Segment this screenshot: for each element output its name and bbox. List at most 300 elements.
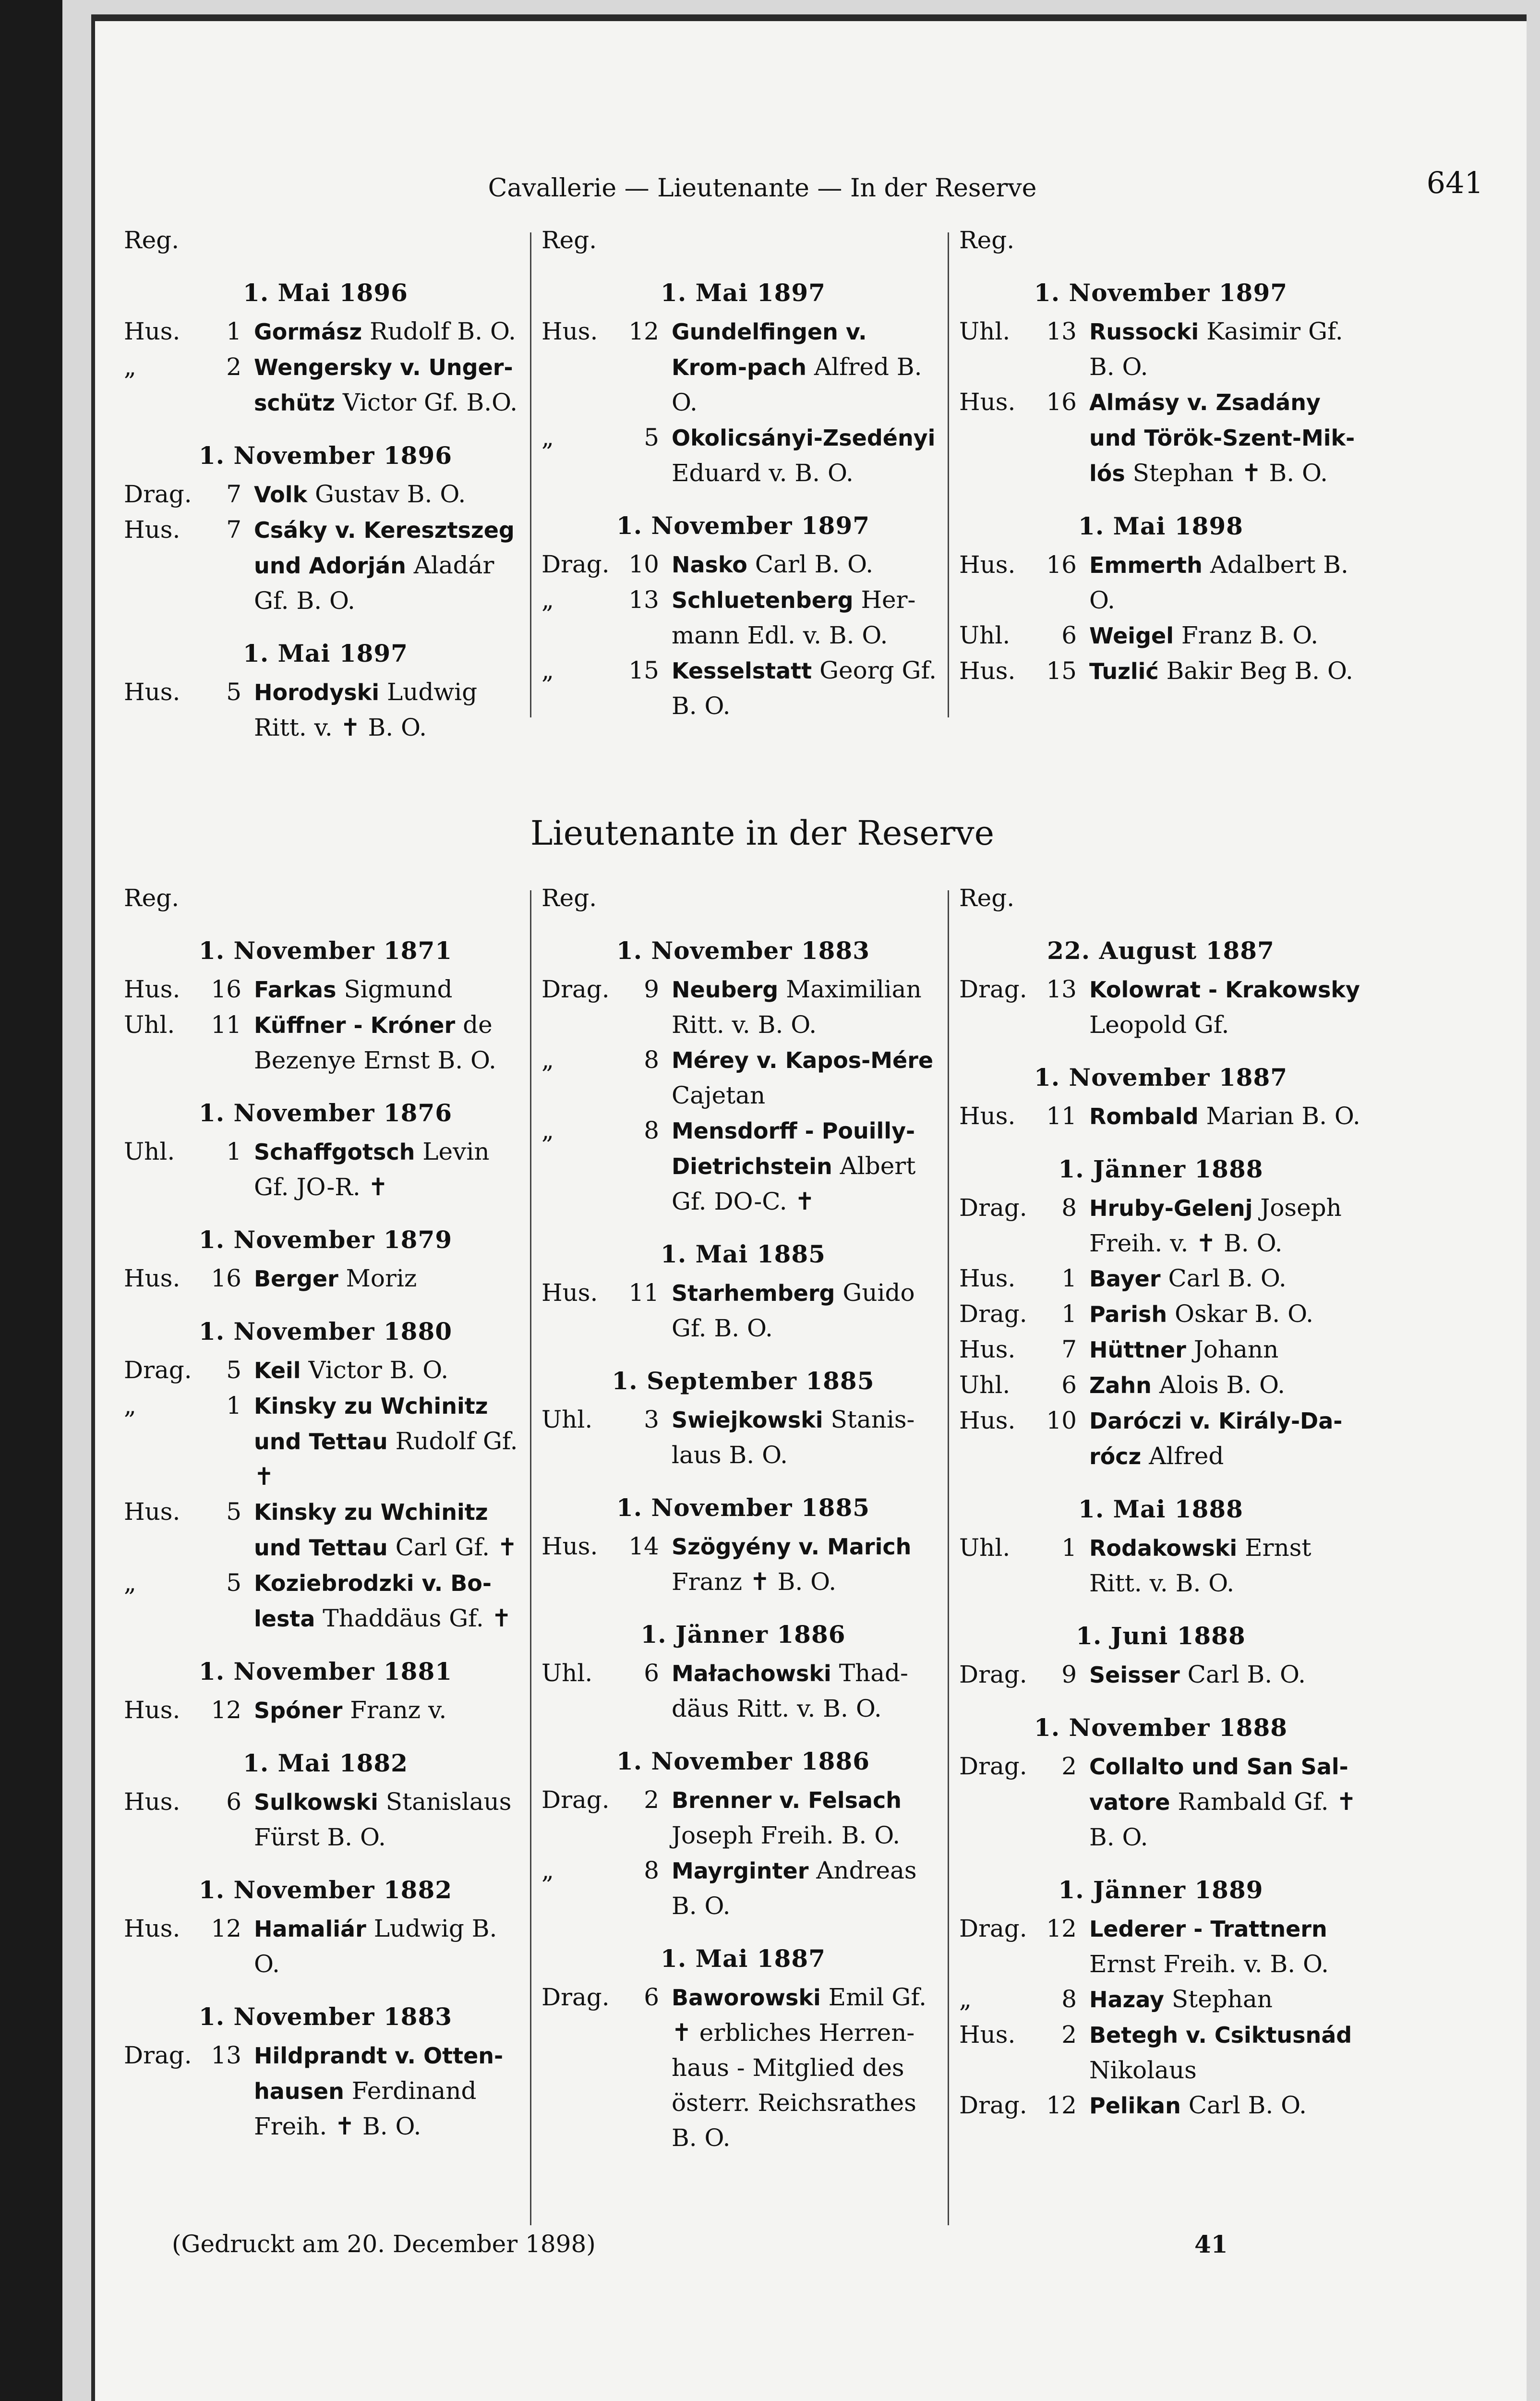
regiment-number: 1 [1061,1264,1077,1292]
regiment-number: 2 [1061,2021,1077,2049]
promotion-date-heading: 1. November 1871 [198,936,453,965]
officer-entry [541,582,945,653]
officer-text [254,2038,527,2144]
officer-entry [541,1275,945,1346]
officer-surname: Baworowski [672,1985,821,2011]
officer-surname: Szögyény v. Marich [672,1534,912,1560]
regiment-type: Uhl. [541,1659,593,1687]
regiment-type: Drag. [959,1194,1027,1222]
regiment-type: Hus. [541,1279,598,1307]
regiment-number: 5 [226,1498,241,1526]
officer-text [254,314,527,350]
officer-details: Carl B. O. [755,550,874,578]
officer-surname: Kolowrat - Krakowsky [1089,977,1360,1003]
officer-surname: Seisser [1089,1662,1180,1688]
officer-entry [959,1982,1362,2017]
top-column-3 [959,223,1362,689]
officer-text [672,314,945,420]
officer-text [672,653,945,724]
regiment-type: Drag. [959,1915,1027,1942]
officer-details: Eduard v. B. O. [672,459,854,487]
officer-details: Franz ✝ B. O. [672,1568,837,1596]
officer-text [254,1261,527,1297]
officer-details: Ludwig B. O. [254,1915,497,1978]
officer-entry [959,1261,1362,1297]
officer-text [672,1402,945,1473]
officer-entry [959,547,1362,618]
promotion-date-heading: 1. November 1896 [198,441,453,470]
regiment-type: Hus. [124,975,180,1003]
officer-text [672,1656,945,1726]
officer-surname: Starhemberg [672,1280,835,1306]
officer-text [1089,654,1362,689]
officer-details: Franz v. [350,1696,447,1724]
officer-entry [541,547,945,582]
officer-surname: Bayer [1089,1266,1161,1292]
officer-surname: Hildprandt v. Otten-hausen [254,2043,504,2104]
officer-surname: Rombald [1089,1103,1199,1129]
regiment-number: 5 [226,1569,241,1597]
officer-details: Johann [1193,1335,1279,1363]
officer-entry [959,2017,1362,2088]
regiment-type: Drag. [541,975,610,1003]
regiment-number: 5 [644,424,659,451]
officer-text [672,1853,945,1924]
regiment-number: 13 [211,2041,241,2069]
officer-text [1089,2017,1362,2088]
promotion-date-heading: 1. Mai 1888 [1078,1495,1243,1523]
officer-details: Guido Gf. B. O. [672,1279,915,1342]
regiment-number: 12 [628,317,659,345]
officer-details: Nikolaus [1089,2056,1197,2084]
officer-surname: Daróczi v. Király-Da-rócz [1089,1408,1343,1469]
officer-entry [959,1297,1362,1332]
regiment-type: „ [541,586,554,614]
officer-text [672,420,945,491]
officer-details: Kasimir Gf. B. O. [1089,317,1343,381]
regiment-type: Drag. [541,1983,610,2011]
officer-entry [959,1332,1362,1368]
officer-entry [959,972,1362,1043]
officer-text [254,1911,527,1982]
officer-text [254,1007,527,1078]
officer-text [254,1494,527,1565]
officer-surname: Kesselstatt [672,658,812,684]
officer-text [254,1565,527,1637]
officer-text [1089,1332,1362,1368]
officer-surname: Farkas [254,977,337,1003]
officer-surname: Betegh v. Csiktusnád [1089,2022,1352,2048]
officer-surname: Mérey v. Kapos-Mére [672,1047,934,1073]
promotion-date-heading: 1. Mai 1885 [661,1240,826,1268]
officer-entry [959,1403,1362,1474]
officer-details: Stanis-laus B. O. [672,1406,915,1469]
regiment-number: 6 [1061,621,1077,649]
officer-details: Carl B. O. [1188,2091,1307,2119]
officer-details: Aladár Gf. B. O. [254,551,494,615]
promotion-date-heading: 1. Jänner 1889 [1058,1876,1263,1904]
officer-entry [124,972,527,1007]
officer-surname: Sulkowski [254,1789,378,1815]
bottom-column-2 [541,881,945,2156]
officer-details: Rudolf Gf. ✝ [254,1427,518,1491]
officer-details: Joseph Freih. B. O. [672,1821,901,1849]
officer-text [672,1783,945,1853]
regiment-number: 15 [1046,657,1077,685]
officer-details: Ernst Freih. v. B. O. [1089,1950,1329,1978]
regiment-number: 11 [1046,1102,1077,1130]
promotion-date-heading: 1. Mai 1898 [1078,512,1243,540]
regiment-type: Drag. [541,1786,610,1814]
regiment-number: 10 [1046,1407,1077,1434]
officer-surname: Horodyski [254,679,380,705]
officer-entry [959,2088,1362,2123]
regiment-type: Hus. [124,1498,180,1526]
regiment-type: Hus. [959,2021,1016,2049]
reg-label: Reg. [959,884,1015,912]
officer-text [672,1275,945,1346]
regiment-number: 2 [644,1786,659,1814]
regiment-type: Hus. [959,388,1016,416]
officer-details: Stephan ✝ B. O. [1132,459,1328,487]
regiment-number: 8 [644,1116,659,1144]
regiment-number: 11 [211,1011,241,1039]
officer-entry [124,1784,527,1855]
officer-entry [959,654,1362,689]
regiment-type: Hus. [959,657,1016,685]
regiment-type: Hus. [124,317,180,345]
officer-text [1089,1982,1362,2017]
regiment-number: 6 [644,1659,659,1687]
promotion-date-heading: 1. November 1883 [616,936,870,965]
officer-details: Georg Gf. B. O. [672,656,937,720]
top-column-2 [541,223,945,724]
officer-surname: Zahn [1089,1372,1152,1398]
officer-details: Thad-däus Ritt. v. B. O. [672,1659,908,1722]
column-divider [530,890,531,2225]
officer-entry [124,1494,527,1565]
regiment-number: 13 [628,586,659,614]
regiment-type: Uhl. [124,1011,175,1039]
regiment-type: Hus. [541,1532,598,1560]
regiment-number: 12 [1046,2091,1077,2119]
officer-surname: Nasko [672,552,747,578]
officer-surname: Kinsky zu Wchinitz und Tettau [254,1393,488,1455]
regiment-type: Hus. [959,1264,1016,1292]
officer-text [1089,1403,1362,1474]
officer-entry [124,1911,527,1982]
officer-entry [124,1007,527,1078]
promotion-date-heading: 1. November 1886 [616,1747,870,1775]
officer-text [1089,1099,1362,1134]
regiment-type: Drag. [124,480,192,508]
print-date-note: (Gedruckt am 20. December 1898) [172,2230,596,2258]
officer-details: Thaddäus Gf. ✝ [323,1604,512,1632]
bottom-column-1 [124,881,527,2144]
reg-label: Reg. [124,884,180,912]
officer-entry [959,1368,1362,1403]
officer-text [672,972,945,1043]
regiment-type: „ [541,656,554,684]
officer-text [254,1693,527,1728]
regiment-number: 12 [211,1915,241,1942]
promotion-date-heading: 1. November 1887 [1034,1063,1288,1091]
regiment-number: 9 [1061,1661,1077,1688]
officer-surname: Küffner - Króner [254,1012,456,1038]
officer-details: Alfred [1149,1442,1224,1470]
regiment-number: 1 [226,317,241,345]
regiment-type: Drag. [959,2091,1027,2119]
regiment-type: Hus. [959,1335,1016,1363]
reg-label: Reg. [959,226,1015,254]
officer-text [254,1784,527,1855]
officer-entry [541,1656,945,1726]
regiment-type: Hus. [959,1102,1016,1130]
regiment-type: Drag. [541,550,610,578]
promotion-date-heading: 1. November 1888 [1034,1713,1288,1742]
officer-details: Carl B. O. [1168,1264,1287,1292]
officer-details: Ernst Ritt. v. B. O. [1089,1534,1311,1597]
officer-text [254,972,527,1007]
officer-entry [959,1657,1362,1693]
officer-details: Oskar B. O. [1175,1300,1314,1328]
promotion-date-heading: 1. Mai 1887 [661,1944,826,1973]
regiment-number: 15 [628,656,659,684]
officer-entry [959,1099,1362,1134]
regiment-number: 13 [1046,975,1077,1003]
regiment-type: Uhl. [959,1371,1011,1399]
officer-text [1089,618,1362,654]
officer-surname: Pelikan [1089,2093,1181,2119]
regiment-number: 7 [1061,1335,1077,1363]
running-head: Cavallerie — Lieutenante — In der Reserve [488,174,1037,203]
officer-surname: Brenner v. Felsach [672,1787,902,1813]
regiment-type: Hus. [124,1696,180,1724]
regiment-type: „ [541,424,554,451]
officer-text [672,1980,945,2156]
regiment-type: Hus. [959,1407,1016,1434]
reg-label: Reg. [124,226,180,254]
officer-details: Ferdinand Freih. ✝ B. O. [254,2077,477,2140]
officer-details: Alois B. O. [1159,1371,1286,1399]
regiment-type: Drag. [124,1356,192,1384]
officer-entry [541,1043,945,1113]
officer-details: Gustav B. O. [314,480,466,508]
officer-details: Alfred B. O. [672,353,922,416]
officer-surname: Mensdorff - Pouilly-Dietrichstein [672,1118,915,1179]
promotion-date-heading: 1. November 1881 [198,1657,453,1686]
officer-text [1089,1297,1362,1332]
officer-surname: Tuzlić [1089,658,1159,684]
officer-entry [541,1783,945,1853]
officer-text [672,582,945,653]
officer-surname: Hruby-Gelenj [1089,1195,1253,1221]
regiment-number: 16 [211,975,241,1003]
regiment-number: 2 [1061,1752,1077,1780]
officer-surname: Małachowski [672,1661,831,1686]
officer-details: Stephan [1171,1985,1273,2013]
officer-details: Moriz [346,1264,417,1292]
officer-entry [959,618,1362,654]
page-number: 641 [1426,165,1483,200]
officer-text [672,1043,945,1113]
reg-label: Reg. [541,226,597,254]
officer-surname: Lederer - Trattnern [1089,1916,1327,1942]
regiment-number: 6 [1061,1371,1077,1399]
officer-entry [959,1530,1362,1601]
officer-details: de Bezenye Ernst B. O. [254,1011,496,1074]
regiment-type: „ [541,1116,554,1144]
promotion-date-heading: 1. Mai 1897 [243,639,408,667]
officer-details: Levin Gf. JO-R. ✝ [254,1138,490,1201]
column-divider [948,232,949,717]
regiment-number: 5 [226,1356,241,1384]
top-column-1 [124,223,527,745]
officer-text [672,1113,945,1219]
officer-text [1089,1530,1362,1601]
officer-text [254,350,527,421]
officer-details: Adalbert B. O. [1089,551,1348,614]
officer-details: Maximilian Ritt. v. B. O. [672,975,922,1039]
officer-surname: Csáky v. Keresztszeg und Adorján [254,517,515,579]
officer-details: Albert Gf. DO-C. ✝ [672,1152,916,1215]
regiment-number: 6 [644,1983,659,2011]
officer-surname: Schaffgotsch [254,1139,415,1165]
officer-surname: Rodakowski [1089,1535,1238,1561]
book-page [91,14,1527,2401]
regiment-type: Uhl. [124,1138,175,1165]
regiment-type: Drag. [124,2041,192,2069]
promotion-date-heading: 1. Mai 1882 [243,1749,408,1777]
regiment-number: 9 [644,975,659,1003]
regiment-type: „ [541,1046,554,1074]
signature-mark: 41 [1194,2230,1228,2258]
officer-entry [124,675,527,745]
officer-details: Franz B. O. [1181,621,1319,649]
regiment-number: 3 [644,1406,659,1433]
officer-surname: Hamaliár [254,1916,366,1942]
officer-details: Joseph Freih. v. ✝ B. O. [1089,1194,1342,1257]
regiment-number: 2 [226,353,241,381]
regiment-type: Hus. [541,317,598,345]
officer-entry [541,314,945,420]
regiment-type: Hus. [124,1264,180,1292]
officer-text [1089,972,1362,1043]
officer-surname: Neuberg [672,977,779,1003]
promotion-date-heading: 1. November 1880 [198,1317,453,1346]
officer-surname: Russocki [1089,319,1199,345]
officer-entry [959,1190,1362,1261]
officer-entry [541,653,945,724]
regiment-type: Uhl. [959,1534,1011,1562]
officer-surname: Gundelfingen v. Krom-pach [672,319,867,380]
officer-entry [541,972,945,1043]
regiment-number: 11 [628,1279,659,1307]
promotion-date-heading: 1. November 1882 [198,1876,453,1904]
regiment-number: 8 [644,1856,659,1884]
scan-dark-edge [0,0,62,2401]
regiment-number: 7 [226,516,241,544]
promotion-date-heading: 1. Mai 1897 [661,279,826,307]
regiment-type: Hus. [124,516,180,544]
regiment-number: 5 [226,678,241,706]
officer-surname: Hüttner [1089,1337,1186,1363]
officer-surname: Mayrginter [672,1858,809,1884]
officer-details: Andreas B. O. [672,1856,917,1920]
officer-entry [124,1134,527,1205]
officer-text [1089,1749,1362,1855]
officer-surname: Parish [1089,1301,1167,1327]
officer-entry [124,1693,527,1728]
officer-text [1089,385,1362,491]
regiment-number: 1 [226,1138,241,1165]
regiment-number: 16 [1046,551,1077,579]
officer-entry [124,1261,527,1297]
column-divider [530,232,531,717]
regiment-number: 6 [226,1788,241,1816]
officer-entry [959,1911,1362,1982]
officer-text [254,477,527,512]
officer-entry [124,1388,527,1494]
regiment-type: Drag. [959,975,1027,1003]
officer-entry [124,350,527,421]
regiment-type: Drag. [959,1661,1027,1688]
officer-entry [541,1980,945,2156]
officer-details: Rambald Gf. ✝ B. O. [1089,1788,1357,1851]
promotion-date-heading: 1. Jänner 1886 [640,1620,846,1649]
officer-text [1089,1657,1362,1693]
officer-details: Victor B. O. [308,1356,449,1384]
officer-surname: Volk [254,482,308,508]
officer-surname: Berger [254,1266,338,1292]
regiment-number: 12 [1046,1915,1077,1942]
officer-entry [124,1353,527,1388]
promotion-date-heading: 1. November 1876 [198,1099,453,1127]
regiment-number: 16 [1046,388,1077,416]
officer-details: Bakir Beg B. O. [1166,657,1353,685]
officer-surname: Koziebrodzki v. Bo-lesta [254,1570,492,1632]
officer-surname: Gormász [254,319,362,345]
promotion-date-heading: 1. Jänner 1888 [1058,1155,1263,1183]
officer-surname: Weigel [1089,623,1174,649]
officer-details: Sigmund [344,975,453,1003]
regiment-type: „ [541,1856,554,1884]
section-title: Lieutenante in der Reserve [530,813,995,853]
officer-surname: Collalto und San Sal-vatore [1089,1754,1348,1815]
officer-details: Her-mann Edl. v. B. O. [672,586,916,649]
officer-details: Rudolf B. O. [370,317,516,345]
officer-text [254,512,527,618]
regiment-number: 12 [211,1696,241,1724]
regiment-number: 1 [1061,1534,1077,1562]
officer-details: Marian B. O. [1206,1102,1360,1130]
regiment-number: 10 [628,550,659,578]
regiment-number: 16 [211,1264,241,1292]
officer-text [1089,1368,1362,1403]
regiment-type: Hus. [124,1788,180,1816]
officer-text [254,675,527,745]
officer-surname: Emmerth [1089,552,1203,578]
officer-text [1089,1261,1362,1297]
promotion-date-heading: 22. August 1887 [1047,936,1275,965]
officer-surname: Okolicsányi-Zsedényi [672,425,936,451]
promotion-date-heading: 1. November 1897 [1034,279,1288,307]
regiment-number: 8 [1061,1194,1077,1222]
reg-label: Reg. [541,884,597,912]
officer-entry [541,420,945,491]
officer-text [254,1388,527,1494]
regiment-number: 14 [628,1532,659,1560]
